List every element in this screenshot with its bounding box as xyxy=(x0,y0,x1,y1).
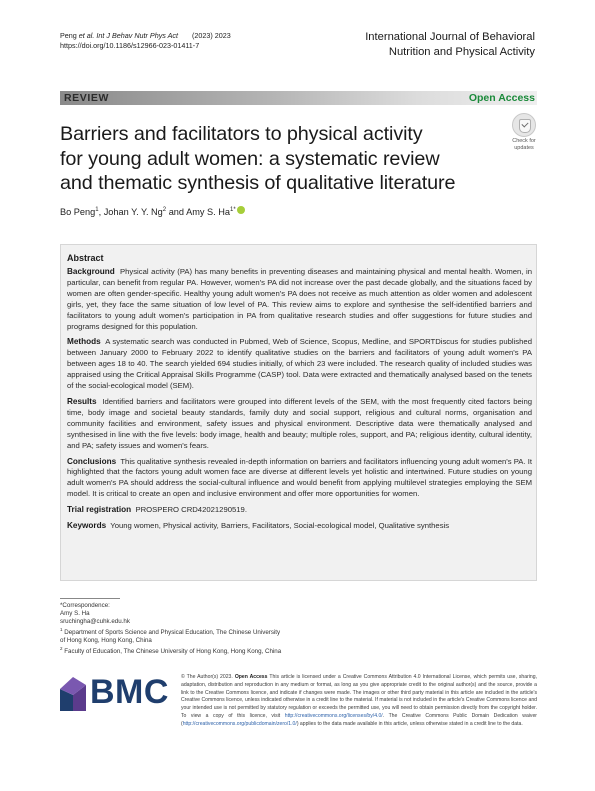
section-label: Results xyxy=(67,396,97,406)
orcid-icon[interactable] xyxy=(237,206,245,214)
title-line-1: Barriers and facilitators to physical activity xyxy=(60,123,423,145)
article-type-banner xyxy=(60,91,537,105)
section-label: Background xyxy=(67,267,115,276)
citation-line xyxy=(60,31,231,41)
correspondence-label: *Correspondence: xyxy=(60,602,110,609)
article-type-label: REVIEW xyxy=(64,92,110,104)
journal-name xyxy=(295,30,535,59)
section-text: Physical activity (PA) has many benefits in preventing diseases and maintaining physical and mental health. Women, in particular, can benefit from regular PA. However, women's PA did not increase over the past decade globally, and the situations faced by women are often gender-specific. Healthy young adult women's PA does not receive as much attention as older women and adolescent girls, yet, they face the same situation of low level of PA. This review aims to explore and synthesise the self-identified barriers and facilitators to young adult women's participation in PA from qualitative research studies and offer suggestions for future studies and programs designed for this population. xyxy=(67,267,532,331)
bmc-logo[interactable] xyxy=(60,673,170,712)
correspondence-footnote xyxy=(60,598,285,656)
affiliation-2: $^2$ Faculty of Education, The Chinese University of Hong Kong, Hong Kong, China xyxy=(60,646,282,656)
abstract-background xyxy=(67,267,532,332)
section-label: Methods xyxy=(67,337,101,347)
journal-name-line1: International Journal of Behavioral xyxy=(365,31,535,43)
license-mid: . The Creative Commons Public Domain Dedication waiver ( xyxy=(181,712,537,727)
abstract-conclusions xyxy=(67,457,532,501)
section-text: Identified barriers and facilitators were grouped into different levels of the SEM, with the most frequently cited factors being time, body image and societal beauty standards, family duty and social support, religious and cultural norms, organisation and community facilities and environment, safety issues and physical environment. Descriptive data were thematically analysed and synthesised in line with the five levels: body image, health and beauty; multiple roles, support, and PA; religious identity, cultural identity, and PA; safety issues and women's fears. xyxy=(67,396,533,450)
section-label: Keywords xyxy=(67,521,107,531)
abstract-methods xyxy=(67,337,532,392)
check-for-updates-button[interactable] xyxy=(510,113,538,151)
citation-year: (2023) 2023 xyxy=(192,31,231,40)
abstract-box xyxy=(60,244,537,581)
author-name[interactable]: Johan Y. Y. Ng xyxy=(103,207,163,217)
license-copyright: © The Author(s) 2023. xyxy=(181,674,233,680)
author-name[interactable]: Bo Peng xyxy=(60,207,96,217)
section-label: Conclusions xyxy=(67,456,117,466)
citation-author: Peng xyxy=(60,31,79,40)
abstract-heading: Abstract xyxy=(67,253,104,263)
correspondence-name: Amy S. Ha xyxy=(60,610,90,617)
license-link-cc-zero[interactable]: http://creativecommons.org/publicdomain/zero/1.0/ xyxy=(182,720,297,727)
license-body: This article is licensed under a Creative Commons Attribution 4.0 International License, which permits use, sharing, adaptation, distribution and reproduction in any medium or format, as long as you give appropriate credit to the original author(s) and the source, provide a link to the Creative Commons licence, and indicate if changes were made. The images or other third party material in this article are included in the article's Creative Commons licence, unless indicated otherwise in a credit line to the material. If material is not included in the article's Creative Commons licence and your intended use is not permitted by statutory regulation or exceeds the permitted use, you will need to obtain permission directly from the copyright holder. To view a copy of this licence, visit xyxy=(181,674,537,719)
section-text: Young women, Physical activity, Barriers, Facilitators, Social-ecological model, Qualitative synthesis xyxy=(110,521,450,531)
author-affiliation: 1* xyxy=(229,206,236,213)
check-for-updates-label: Check for updates xyxy=(512,138,536,151)
check-for-updates-icon xyxy=(512,113,536,137)
doi-link[interactable]: https://doi.org/10.1186/s12966-023-01411-7 xyxy=(60,40,200,50)
section-text: This qualitative synthesis revealed in-depth information on barriers and facilitators influencing young adult women's PA. It highlighted that the factors young adult women face are diverse at different levels yet holistic and intertwined. Future studies on young adult women's PA should address the social-cultural influence and would benefit from applying multilevel strategies employing the SEM model. It is critical to create an open and inclusive environment and offer more opportunities for women. xyxy=(67,456,532,499)
author-affiliation: 1 xyxy=(95,206,99,213)
section-label: Trial registration xyxy=(67,505,132,515)
affiliation-1: $^1$ Department of Sports Science and Physical Education, The Chinese University of Hong Kong, Hong Kong, China xyxy=(60,627,281,645)
license-open-access: Open Access xyxy=(234,674,268,680)
abstract-keywords xyxy=(67,521,532,532)
open-access-label: Open Access xyxy=(468,92,535,104)
section-text: PROSPERO CRD42021290519. xyxy=(135,505,247,515)
bmc-logo-text: BMC xyxy=(90,673,169,711)
abstract-trial-registration xyxy=(67,505,532,516)
title-line-3: and thematic synthesis of qualitative literature xyxy=(60,172,456,194)
title-line-2: for young adult women: a systematic review xyxy=(60,147,440,170)
license-tail: ) applies to the data made available in this article, unless otherwise stated in a credit line to the data. xyxy=(296,720,523,727)
license-link-cc-by[interactable]: http://creativecommons.org/licenses/by/4.0/ xyxy=(284,712,383,719)
abstract-results xyxy=(67,397,532,452)
license-notice xyxy=(181,674,537,729)
author-name[interactable]: Amy S. Ha xyxy=(186,207,230,217)
journal-name-line2: Nutrition and Physical Activity xyxy=(388,45,535,58)
bmc-logo-shape-icon xyxy=(60,677,86,711)
correspondence-email[interactable]: sruchingha@cuhk.edu.hk xyxy=(60,618,130,625)
footnote-divider xyxy=(60,598,120,599)
author-list: Bo Peng$^1$, Johan Y. Y. Ng$^2$ and Amy S. $Ha^{1*}$ xyxy=(60,206,245,217)
article-title xyxy=(60,122,515,196)
citation-journal: et al. Int J Behav Nutr Phys Act xyxy=(78,31,179,40)
section-text: A systematic search was conducted in Pubmed, Web of Science, Scopus, Medline, and SPORTDiscus for studies published between January 2000 to February 2022 to identify qualitative studies on the barriers and facilitators of young adult women's PA between ages 18 to 40. The search yielded 694 studies initially, of which 23 were included. The research quality of included studies was appraised using the Critical Appraisal Skills Programme (CASP) tool. Data were extracted and thematically analysed based on the tenets of the social-ecological model (SEM). xyxy=(67,337,532,391)
author-affiliation: 2 xyxy=(162,206,167,213)
running-header xyxy=(60,31,231,50)
